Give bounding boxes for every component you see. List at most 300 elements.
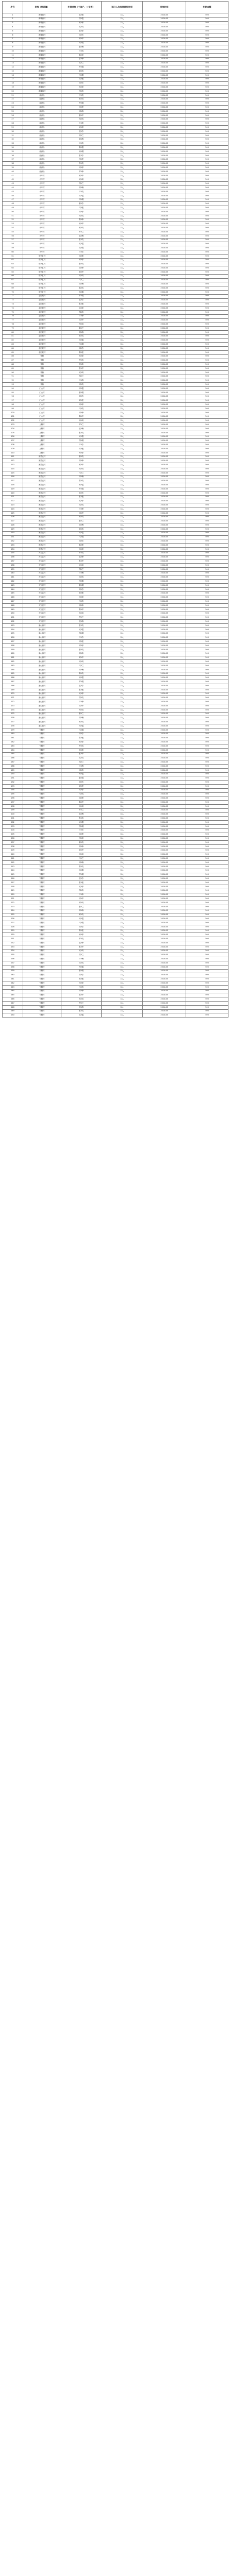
cell-relation: 本人 (102, 198, 143, 202)
cell-index: 237 (3, 961, 23, 965)
cell-village: 伟家汇村 (23, 286, 61, 291)
cell-recipient: 林X梅 (61, 475, 102, 479)
table-row (3, 479, 228, 483)
cell-date: 2024-06 (143, 580, 186, 584)
cell-village: 上腾村 (23, 431, 61, 435)
cell-date: 2024-06 (143, 812, 186, 817)
cell-relation: 本人 (102, 463, 143, 467)
cell-amount: 500 (186, 499, 228, 503)
cell-relation: 本人 (102, 881, 143, 885)
cell-recipient: 钟X萍 (61, 451, 102, 455)
cell-date: 2024-06 (143, 772, 186, 776)
cell-village: 朋山镇村 (23, 716, 61, 720)
cell-date: 2024-06 (143, 302, 186, 307)
cell-village: 宁腾村 (23, 760, 61, 765)
cell-village: 宁腾村 (23, 921, 61, 925)
cell-relation: 本人 (102, 210, 143, 214)
cell-recipient: 钟X霞 (61, 580, 102, 584)
cell-village: 天宝富村 (23, 564, 61, 568)
cell-recipient: 马X英 (61, 600, 102, 604)
cell-relation: 本人 (102, 656, 143, 660)
table-row (3, 981, 228, 986)
cell-recipient: 谢X娟 (61, 776, 102, 781)
cell-relation: 本人 (102, 732, 143, 736)
cell-relation: 本人 (102, 41, 143, 45)
cell-amount: 500 (186, 487, 228, 492)
cell-index: 40 (3, 170, 23, 174)
cell-village: 天宝富村 (23, 580, 61, 584)
cell-relation: 本人 (102, 853, 143, 857)
cell-recipient: 马X兰 (61, 664, 102, 668)
cell-recipient: 马X兰 (61, 278, 102, 282)
cell-index: 26 (3, 113, 23, 117)
table-row (3, 977, 228, 981)
cell-relation: 本人 (102, 282, 143, 286)
cell-relation: 本人 (102, 564, 143, 568)
table-row (3, 290, 228, 294)
cell-relation: 本人 (102, 949, 143, 953)
table-row (3, 86, 228, 90)
cell-village: 南洲山 (23, 142, 61, 146)
cell-recipient: 郑X兰 (61, 760, 102, 765)
cell-village: 宁腾村 (23, 949, 61, 953)
cell-village: 金田坡村 (23, 343, 61, 347)
cell-recipient: 范X珍 (61, 363, 102, 367)
cell-amount: 500 (186, 664, 228, 668)
cell-recipient: 谢X娟 (61, 969, 102, 973)
cell-amount: 500 (186, 419, 228, 423)
cell-amount: 500 (186, 607, 228, 612)
cell-index: 90 (3, 370, 23, 375)
cell-amount: 500 (186, 198, 228, 202)
cell-index: 84 (3, 347, 23, 351)
cell-recipient: 杨X凤 (61, 997, 102, 1002)
cell-date: 2024-06 (143, 728, 186, 732)
cell-recipient: 吴X凤 (61, 949, 102, 953)
cell-amount: 500 (186, 471, 228, 475)
cell-relation: 本人 (102, 503, 143, 507)
cell-recipient: 范X芳 (61, 877, 102, 881)
cell-amount: 500 (186, 138, 228, 142)
cell-village: 团星农村 (23, 463, 61, 467)
cell-relation: 本人 (102, 266, 143, 270)
cell-date: 2024-06 (143, 648, 186, 652)
cell-village: 朋山镇村 (23, 676, 61, 680)
cell-relation: 本人 (102, 869, 143, 873)
cell-recipient: 张X英 (61, 1009, 102, 1013)
cell-village: 团星农村 (23, 535, 61, 539)
cell-relation: 本人 (102, 796, 143, 801)
cell-amount: 500 (186, 246, 228, 250)
cell-recipient: 谢X娟 (61, 391, 102, 395)
cell-village: 宁腾村 (23, 865, 61, 869)
cell-village: 朋山镇村 (23, 680, 61, 684)
cell-index: 215 (3, 873, 23, 877)
cell-recipient: 钟X凤 (61, 323, 102, 327)
cell-village: 宁腾村 (23, 1002, 61, 1006)
table-row (3, 897, 228, 901)
cell-recipient: 陈X华 (61, 993, 102, 997)
cell-date: 2024-06 (143, 1009, 186, 1013)
cell-index: 159 (3, 648, 23, 652)
cell-village: 伟家汇村 (23, 258, 61, 262)
cell-index: 18 (3, 81, 23, 86)
cell-amount: 500 (186, 656, 228, 660)
cell-relation: 本人 (102, 788, 143, 792)
cell-amount: 500 (186, 407, 228, 411)
cell-recipient: 刘X梅 (61, 523, 102, 528)
cell-recipient: 郑X兰 (61, 567, 102, 571)
cell-village: 天宝富村 (23, 571, 61, 575)
cell-index: 179 (3, 728, 23, 732)
cell-village: 伟家汇村 (23, 262, 61, 266)
table-row (3, 865, 228, 869)
cell-relation: 本人 (102, 744, 143, 749)
table-row (3, 507, 228, 512)
cell-relation: 本人 (102, 567, 143, 571)
cell-relation: 本人 (102, 893, 143, 897)
cell-recipient: 杨X萍 (61, 740, 102, 744)
cell-recipient: 林X梅 (61, 282, 102, 286)
cell-village: 宁腾村 (23, 957, 61, 961)
cell-village: 朋山镇村 (23, 708, 61, 712)
cell-recipient: 刘X梅 (61, 909, 102, 913)
cell-recipient: 陈X莲 (61, 544, 102, 548)
cell-recipient: 罗X娟 (61, 873, 102, 877)
table-row (3, 387, 228, 391)
cell-recipient: 罗X兰 (61, 616, 102, 620)
cell-amount: 500 (186, 535, 228, 539)
cell-date: 2024-06 (143, 403, 186, 407)
cell-village: 上腾村 (23, 443, 61, 447)
cell-amount: 500 (186, 338, 228, 343)
cell-index: 36 (3, 154, 23, 158)
table-row (3, 680, 228, 684)
cell-recipient: 郑X娟 (61, 824, 102, 828)
cell-date: 2024-06 (143, 544, 186, 548)
cell-recipient: 刘X珍 (61, 459, 102, 463)
cell-village: 芽楠 (23, 379, 61, 383)
table-row (3, 318, 228, 323)
cell-amount: 500 (186, 636, 228, 640)
cell-village: 南洲山 (23, 122, 61, 126)
cell-recipient: 卢X珍 (61, 314, 102, 318)
table-row (3, 278, 228, 282)
table-row (3, 307, 228, 311)
cell-date: 2024-06 (143, 77, 186, 81)
cell-amount: 500 (186, 178, 228, 182)
table-row (3, 391, 228, 395)
cell-relation: 本人 (102, 688, 143, 692)
cell-amount: 500 (186, 282, 228, 286)
cell-relation: 本人 (102, 70, 143, 74)
cell-date: 2024-06 (143, 29, 186, 33)
table-row (3, 53, 228, 57)
cell-relation: 本人 (102, 909, 143, 913)
cell-relation: 本人 (102, 921, 143, 925)
table-row (3, 1013, 228, 1018)
cell-date: 2024-06 (143, 760, 186, 765)
table-row (3, 571, 228, 575)
cell-date: 2024-06 (143, 523, 186, 528)
table-row (3, 298, 228, 302)
cell-date: 2024-06 (143, 323, 186, 327)
cell-relation: 本人 (102, 214, 143, 218)
cell-amount: 500 (186, 776, 228, 781)
cell-village: 金田坡村 (23, 307, 61, 311)
cell-index: 45 (3, 190, 23, 194)
table-row (3, 708, 228, 712)
cell-recipient: 杨X霞 (61, 483, 102, 487)
cell-relation: 本人 (102, 270, 143, 275)
cell-index: 82 (3, 338, 23, 343)
table-row (3, 696, 228, 700)
cell-relation: 本人 (102, 226, 143, 230)
cell-recipient: 黄X华 (61, 656, 102, 660)
cell-recipient: 卢X英 (61, 49, 102, 54)
cell-date: 2024-06 (143, 965, 186, 969)
cell-index: 60 (3, 250, 23, 255)
cell-village: 新城镇村 (23, 77, 61, 81)
cell-relation: 本人 (102, 77, 143, 81)
cell-recipient: 郑X霞 (61, 17, 102, 21)
table-row (3, 544, 228, 548)
table-row (3, 535, 228, 539)
cell-relation: 本人 (102, 354, 143, 359)
cell-village: 朋山镇村 (23, 652, 61, 656)
cell-date: 2024-06 (143, 113, 186, 117)
cell-village: 南洲山 (23, 117, 61, 122)
table-row (3, 29, 228, 33)
cell-index: 21 (3, 93, 23, 97)
cell-recipient: 郑X英 (61, 117, 102, 122)
cell-recipient: 马X娟 (61, 921, 102, 925)
cell-recipient: 陈X萍 (61, 53, 102, 57)
cell-village: 宁腾村 (23, 861, 61, 865)
cell-recipient: 杨X萍 (61, 933, 102, 937)
cell-village: 天宝富村 (23, 575, 61, 580)
cell-index: 226 (3, 917, 23, 921)
cell-index: 132 (3, 539, 23, 544)
cell-recipient: 杨X凤 (61, 804, 102, 808)
cell-amount: 500 (186, 411, 228, 415)
cell-date: 2024-06 (143, 796, 186, 801)
cell-index: 97 (3, 399, 23, 403)
cell-village: 天宝富村 (23, 560, 61, 564)
cell-recipient: 卢X芳 (61, 636, 102, 640)
cell-date: 2024-06 (143, 620, 186, 624)
cell-index: 137 (3, 560, 23, 564)
cell-village: 天宝富村 (23, 607, 61, 612)
cell-date: 2024-06 (143, 250, 186, 255)
cell-village: 宁腾村 (23, 925, 61, 929)
table-row (3, 314, 228, 318)
table-row (3, 33, 228, 37)
cell-amount: 500 (186, 632, 228, 636)
cell-amount: 500 (186, 925, 228, 929)
cell-recipient: 黄X莲 (61, 977, 102, 981)
cell-date: 2024-06 (143, 897, 186, 901)
cell-recipient: 卢X英 (61, 190, 102, 194)
cell-index: 236 (3, 957, 23, 961)
cell-index: 222 (3, 901, 23, 905)
cell-relation: 本人 (102, 246, 143, 250)
cell-relation: 本人 (102, 620, 143, 624)
table-row (3, 90, 228, 94)
cell-village: 朋山镇村 (23, 688, 61, 692)
table-row (3, 768, 228, 772)
cell-date: 2024-06 (143, 495, 186, 499)
table-row (3, 704, 228, 708)
table-row (3, 154, 228, 158)
cell-village: 上腾村 (23, 451, 61, 455)
cell-recipient: 卢X芳 (61, 828, 102, 833)
cell-amount: 500 (186, 314, 228, 318)
cell-relation: 本人 (102, 684, 143, 688)
cell-village: 南洲山 (23, 101, 61, 106)
cell-recipient: 范X芳 (61, 298, 102, 302)
table-row (3, 724, 228, 728)
cell-date: 2024-06 (143, 45, 186, 49)
cell-relation: 本人 (102, 242, 143, 246)
col-header-amount: 补助金额 (186, 2, 228, 13)
cell-village: 南洲山 (23, 130, 61, 134)
cell-amount: 500 (186, 210, 228, 214)
cell-date: 2024-06 (143, 226, 186, 230)
table-row (3, 106, 228, 110)
cell-village: 南洲山 (23, 133, 61, 138)
cell-index: 157 (3, 640, 23, 644)
cell-recipient: 吴X萍 (61, 885, 102, 889)
cell-relation: 本人 (102, 897, 143, 901)
cell-village: 伟家汇村 (23, 282, 61, 286)
cell-date: 2024-06 (143, 700, 186, 704)
cell-relation: 本人 (102, 937, 143, 941)
cell-village: 天宝富村 (23, 555, 61, 560)
cell-index: 152 (3, 620, 23, 624)
table-row (3, 901, 228, 905)
cell-date: 2024-06 (143, 945, 186, 949)
cell-relation: 本人 (102, 905, 143, 909)
cell-index: 46 (3, 194, 23, 198)
cell-index: 219 (3, 889, 23, 893)
cell-amount: 500 (186, 133, 228, 138)
cell-index: 241 (3, 977, 23, 981)
cell-amount: 500 (186, 467, 228, 471)
cell-date: 2024-06 (143, 567, 186, 571)
cell-recipient: 钟X凤 (61, 708, 102, 712)
table-row (3, 933, 228, 937)
cell-date: 2024-06 (143, 720, 186, 724)
cell-relation: 本人 (102, 403, 143, 407)
cell-index: 102 (3, 419, 23, 423)
cell-relation: 本人 (102, 804, 143, 808)
cell-index: 218 (3, 885, 23, 889)
cell-recipient: 黄X华 (61, 174, 102, 178)
cell-village: 芽楠 (23, 367, 61, 371)
cell-date: 2024-06 (143, 672, 186, 676)
cell-amount: 500 (186, 937, 228, 941)
cell-recipient: 黄X莲 (61, 591, 102, 596)
cell-relation: 本人 (102, 81, 143, 86)
cell-village: 小车村 (23, 210, 61, 214)
cell-relation: 本人 (102, 580, 143, 584)
cell-date: 2024-06 (143, 391, 186, 395)
cell-amount: 500 (186, 877, 228, 881)
table-row (3, 961, 228, 965)
cell-index: 184 (3, 748, 23, 752)
cell-village: 南洲山 (23, 110, 61, 114)
cell-amount: 500 (186, 804, 228, 808)
cell-date: 2024-06 (143, 624, 186, 628)
cell-village: 伟家汇村 (23, 270, 61, 275)
cell-relation: 本人 (102, 515, 143, 519)
cell-relation: 本人 (102, 740, 143, 744)
cell-date: 2024-06 (143, 158, 186, 162)
table-row (3, 973, 228, 977)
cell-amount: 500 (186, 81, 228, 86)
cell-amount: 500 (186, 885, 228, 889)
cell-recipient: 罗X英 (61, 744, 102, 749)
cell-recipient: 卢X梅 (61, 379, 102, 383)
cell-amount: 500 (186, 596, 228, 600)
cell-relation: 本人 (102, 310, 143, 314)
cell-amount: 500 (186, 330, 228, 334)
cell-index: 104 (3, 427, 23, 431)
cell-index: 67 (3, 278, 23, 282)
cell-date: 2024-06 (143, 596, 186, 600)
cell-index: 191 (3, 776, 23, 781)
cell-recipient: 邓X莲 (61, 640, 102, 644)
cell-amount: 500 (186, 857, 228, 861)
table-row (3, 57, 228, 61)
cell-amount: 500 (186, 37, 228, 41)
cell-amount: 500 (186, 347, 228, 351)
cell-relation: 本人 (102, 945, 143, 949)
table-row (3, 587, 228, 591)
cell-date: 2024-06 (143, 989, 186, 993)
cell-amount: 500 (186, 97, 228, 101)
cell-recipient: 邓X英 (61, 768, 102, 772)
cell-amount: 500 (186, 1002, 228, 1006)
cell-relation: 本人 (102, 447, 143, 451)
cell-village: 新城镇村 (23, 37, 61, 41)
cell-village: 南洲山 (23, 158, 61, 162)
table-row (3, 905, 228, 909)
cell-relation: 本人 (102, 575, 143, 580)
cell-village: 团星农村 (23, 528, 61, 532)
cell-recipient: 范X梅 (61, 620, 102, 624)
cell-village: 伟家汇村 (23, 274, 61, 278)
col-header-recipient: 补偿对象（个体户、公司等） (61, 2, 102, 13)
table-row (3, 913, 228, 917)
cell-village: 团星农村 (23, 503, 61, 507)
cell-relation: 本人 (102, 302, 143, 307)
table-row (3, 873, 228, 877)
cell-index: 51 (3, 214, 23, 218)
cell-recipient: 林X芳 (61, 347, 102, 351)
cell-amount: 500 (186, 367, 228, 371)
cell-date: 2024-06 (143, 985, 186, 989)
cell-relation: 本人 (102, 511, 143, 515)
cell-amount: 500 (186, 680, 228, 684)
cell-relation: 本人 (102, 367, 143, 371)
cell-index: 140 (3, 571, 23, 575)
cell-recipient: 马X莲 (61, 206, 102, 210)
cell-amount: 500 (186, 182, 228, 186)
cell-recipient: 钟X凤 (61, 515, 102, 519)
cell-village: 天宝富村 (23, 591, 61, 596)
